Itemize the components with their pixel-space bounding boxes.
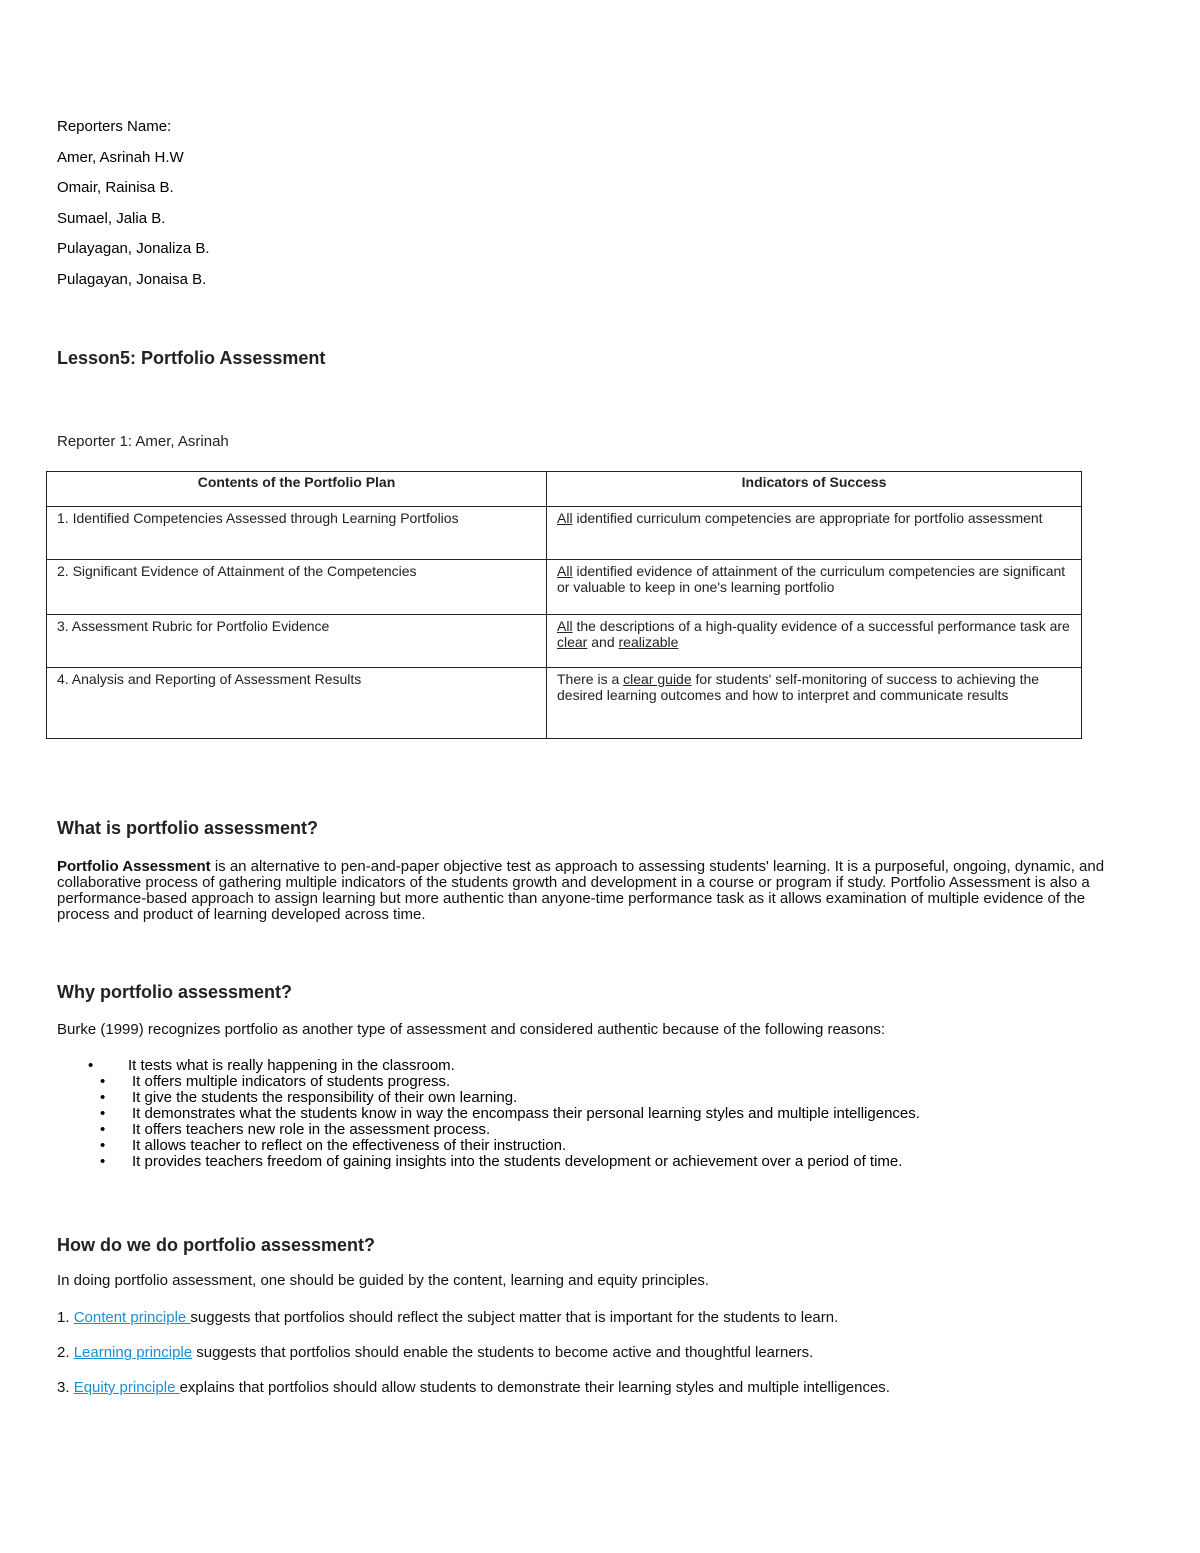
indicator-text: for students' self-monitoring of success to achieving the desired learning outcomes and how to interpret and communicate results [557,671,1040,703]
list-item-text: It provides teachers freedom of gaining insights into the students development or achievement over a period of time. [132,1153,903,1170]
indicator-text: the descriptions of a high-quality evidence of a successful performance task are [572,618,1070,634]
principle-number: 2. [57,1344,74,1361]
table-cell-content: 1. Identified Competencies Assessed through Learning Portfolios [47,507,547,560]
bullet-icon: • [100,1137,106,1154]
principle-text: explains that portfolios should allow students to demonstrate their learning styles and multiple intelligences. [179,1379,890,1396]
reporter-name: Pulayagan, Jonaliza B. [57,240,210,257]
indicator-text: and [587,634,619,650]
list-item [88,1154,920,1170]
portfolio-plan-table [46,471,1082,739]
table-row [47,615,1082,668]
principle-item [57,1379,890,1396]
table-row [47,668,1082,739]
list-item [88,1138,920,1154]
table-header-row [47,472,1082,507]
why-intro: Burke (1999) recognizes portfolio as another type of assessment and considered authentic because of the following reasons: [57,1021,885,1038]
list-item-text: It offers teachers new role in the assessment process. [132,1121,491,1138]
bullet-icon: • [100,1121,106,1138]
list-item [88,1090,920,1106]
list-item [88,1074,920,1090]
what-body: is an alternative to pen-and-paper objective test as approach to assessing students' learning. It is a purposeful, ongoing, dynamic, and collaborative process of gathering multiple indicators of the students growth and development in a course or program if study. Portfolio Assessment is also a performance-based approach to assign learning but more authentic than anyone-time performance task as it allows examination of multiple evidence of the process and product of learning developed across time. [57,858,1105,923]
content-principle-link[interactable]: Content principle [73,1309,191,1326]
table-cell-content: 2. Significant Evidence of Attainment of the Competencies [47,560,547,615]
list-item-text: It give the students the responsibility of their own learning. [132,1089,518,1106]
list-item-text: It offers multiple indicators of students progress. [132,1073,451,1090]
list-item [88,1106,920,1122]
reporters-label: Reporters Name: [57,118,172,135]
underlined-text: clear [557,634,588,650]
table-header-contents: Contents of the Portfolio Plan [47,472,547,507]
bullet-icon: • [100,1073,106,1090]
how-heading: How do we do portfolio assessment? [57,1235,376,1255]
table-header-indicators: Indicators of Success [547,472,1082,507]
what-heading: What is portfolio assessment? [57,818,319,838]
reporter-1-label: Reporter 1: Amer, Asrinah [57,433,229,450]
principle-text: suggests that portfolios should enable the students to become active and thoughtful learners. [192,1344,814,1361]
principle-number: 3. [57,1379,74,1396]
indicator-text: There is a [557,671,624,687]
principle-text: suggests that portfolios should reflect the subject matter that is important for the students to learn. [190,1309,839,1326]
bold-term: Portfolio Assessment [57,858,211,875]
list-item [88,1058,920,1074]
reasons-list [88,1058,920,1170]
underlined-text: clear guide [623,671,692,687]
lesson-title: Lesson5: Portfolio Assessment [57,348,326,368]
indicator-text: identified evidence of attainment of the curriculum competencies are significant or valuable to keep in one's learning portfolio [557,563,1066,595]
table-row [47,560,1082,615]
reporter-name: Amer, Asrinah H.W [57,148,184,166]
table-cell-content: 3. Assessment Rubric for Portfolio Evidence [47,615,547,668]
how-intro: In doing portfolio assessment, one should be guided by the content, learning and equity principles. [57,1272,710,1289]
bullet-icon: • [100,1089,106,1106]
bullet-icon: • [100,1105,106,1122]
list-item-text: It tests what is really happening in the classroom. [128,1057,455,1074]
reporter-name: Sumael, Jalia B. [57,209,166,227]
table-cell-indicator [547,615,1082,668]
principle-number: 1. [57,1309,74,1326]
reporters-block [57,112,210,295]
reporter-name: Pulagayan, Jonaisa B. [57,270,207,288]
underlined-text: All [557,563,573,579]
list-item [88,1122,920,1138]
principle-item [57,1309,838,1326]
equity-principle-link[interactable]: Equity principle [73,1379,180,1396]
underlined-text: realizable [618,634,679,650]
bullet-icon: • [100,1153,106,1170]
table-row [47,507,1082,560]
what-paragraph [57,859,1137,923]
list-item-text: It allows teacher to reflect on the effectiveness of their instruction. [132,1137,567,1154]
reporter-name: Omair, Rainisa B. [57,179,174,196]
principle-item [57,1344,813,1361]
why-heading: Why portfolio assessment? [57,982,293,1002]
learning-principle-link[interactable]: Learning principle [73,1344,193,1361]
list-item-text: It demonstrates what the students know in way the encompass their personal learning styles and multiple intelligences. [132,1105,920,1122]
underlined-text: All [557,510,573,526]
bullet-icon: • [88,1057,94,1074]
indicator-text: identified curriculum competencies are appropriate for portfolio assessment [572,510,1043,526]
table-cell-content: 4. Analysis and Reporting of Assessment Results [47,668,547,739]
table-cell-indicator [547,507,1082,560]
underlined-text: All [557,618,573,634]
table-cell-indicator [547,668,1082,739]
table-cell-indicator [547,560,1082,615]
